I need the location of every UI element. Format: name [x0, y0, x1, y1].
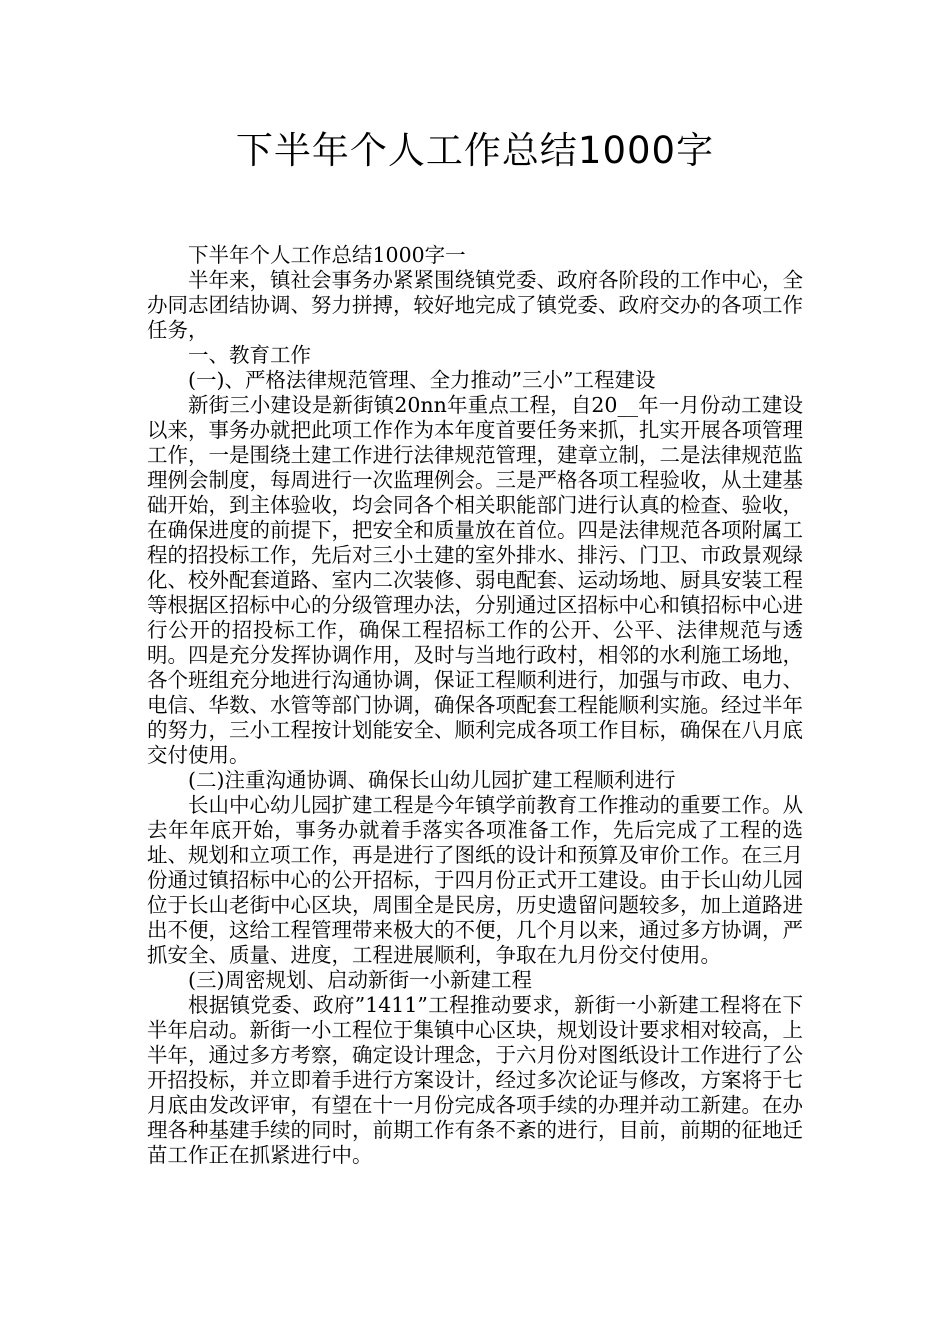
document-body [147, 243, 803, 1168]
paragraph-xinjie-sanxiao: 新街三小建设是新街镇20nn年重点工程，自20__年一月份动工建设以来，事务办就把此项工作作为本年度首要任务来抓，扎实开展各项管理工作，一是围绕土建工作进行法律规范管理，建章立制，二是法律规范监理例会制度，每周进行一次监理例会。三是严格各项工程验收，从土建基础开始，到主体验收，均会同各个相关职能部门进行认真的检查、验收，在确保进度的前提下，把安全和质量放在首位。四是法律规范各项附属工程的招投标工作，先后对三小土建的室外排水、排污、门卫、市政景观绿化、校外配套道路、室内二次装修、弱电配套、运动场地、厨具安装工程等根据区招标中心的分级管理办法，分别通过区招标中心和镇招标中心进行公开的招投标工作，确保工程招标工作的公开、公平、法律规范与透明。四是充分发挥协调作用，及时与当地行政村，相邻的水利施工场地，各个班组充分地进行沟通协调，保证工程顺利进行，加强与市政、电力、电信、华数、水管等部门协调，确保各项配套工程能顺利实施。经过半年的努力，三小工程按计划能安全、顺利完成各项工作目标，确保在八月底交付使用。 [147, 393, 803, 767]
document-title: 下半年个人工作总结1000字 [235, 129, 715, 172]
section-heading-education: 一、教育工作 [188, 343, 311, 367]
subsection-heading-2: (二)注重沟通协调、确保长山幼儿园扩建工程顺利进行 [188, 768, 676, 792]
subsection-heading-3: (三)周密规划、启动新街一小新建工程 [188, 968, 532, 992]
paragraph-changshan-kindergarten: 长山中心幼儿园扩建工程是今年镇学前教育工作推动的重要工作。从去年年底开始，事务办就着手落实各项准备工作，先后完成了工程的选址、规划和立项工作，再是进行了图纸的设计和预算及审价工作。在三月份通过镇招标中心的公开招标，于四月份正式开工建设。由于长山幼儿园位于长山老街中心区块，周围全是民房，历史遗留问题较多，加上道路进出不便，这给工程管理带来极大的不便，几个月以来，通过多方协调，严抓安全、质量、进度，工程进展顺利，争取在九月份交付使用。 [147, 793, 803, 967]
section-heading: 下半年个人工作总结1000字一 [188, 243, 466, 267]
paragraph-intro: 半年来，镇社会事务办紧紧围绕镇党委、政府各阶段的工作中心，全办同志团结协调、努力拼搏，较好地完成了镇党委、政府交办的各项工作任务， [147, 268, 803, 342]
paragraph-xinjie-yixiao: 根据镇党委、政府”1411”工程推动要求，新街一小新建工程将在下半年启动。新街一小工程位于集镇中心区块，规划设计要求相对较高，上半年，通过多方考察，确定设计理念，于六月份对图纸设计工作进行了公开招投标，并立即着手进行方案设计，经过多次论证与修改，方案将于七月底由发改评审，有望在十一月份完成各项手续的办理并动工新建。在办理各种基建手续的同时，前期工作有条不紊的进行，目前，前期的征地迁苗工作正在抓紧进行中。 [147, 993, 803, 1167]
subsection-heading-1: (一)、严格法律规范管理、全力推动”三小”工程建设 [188, 368, 656, 392]
